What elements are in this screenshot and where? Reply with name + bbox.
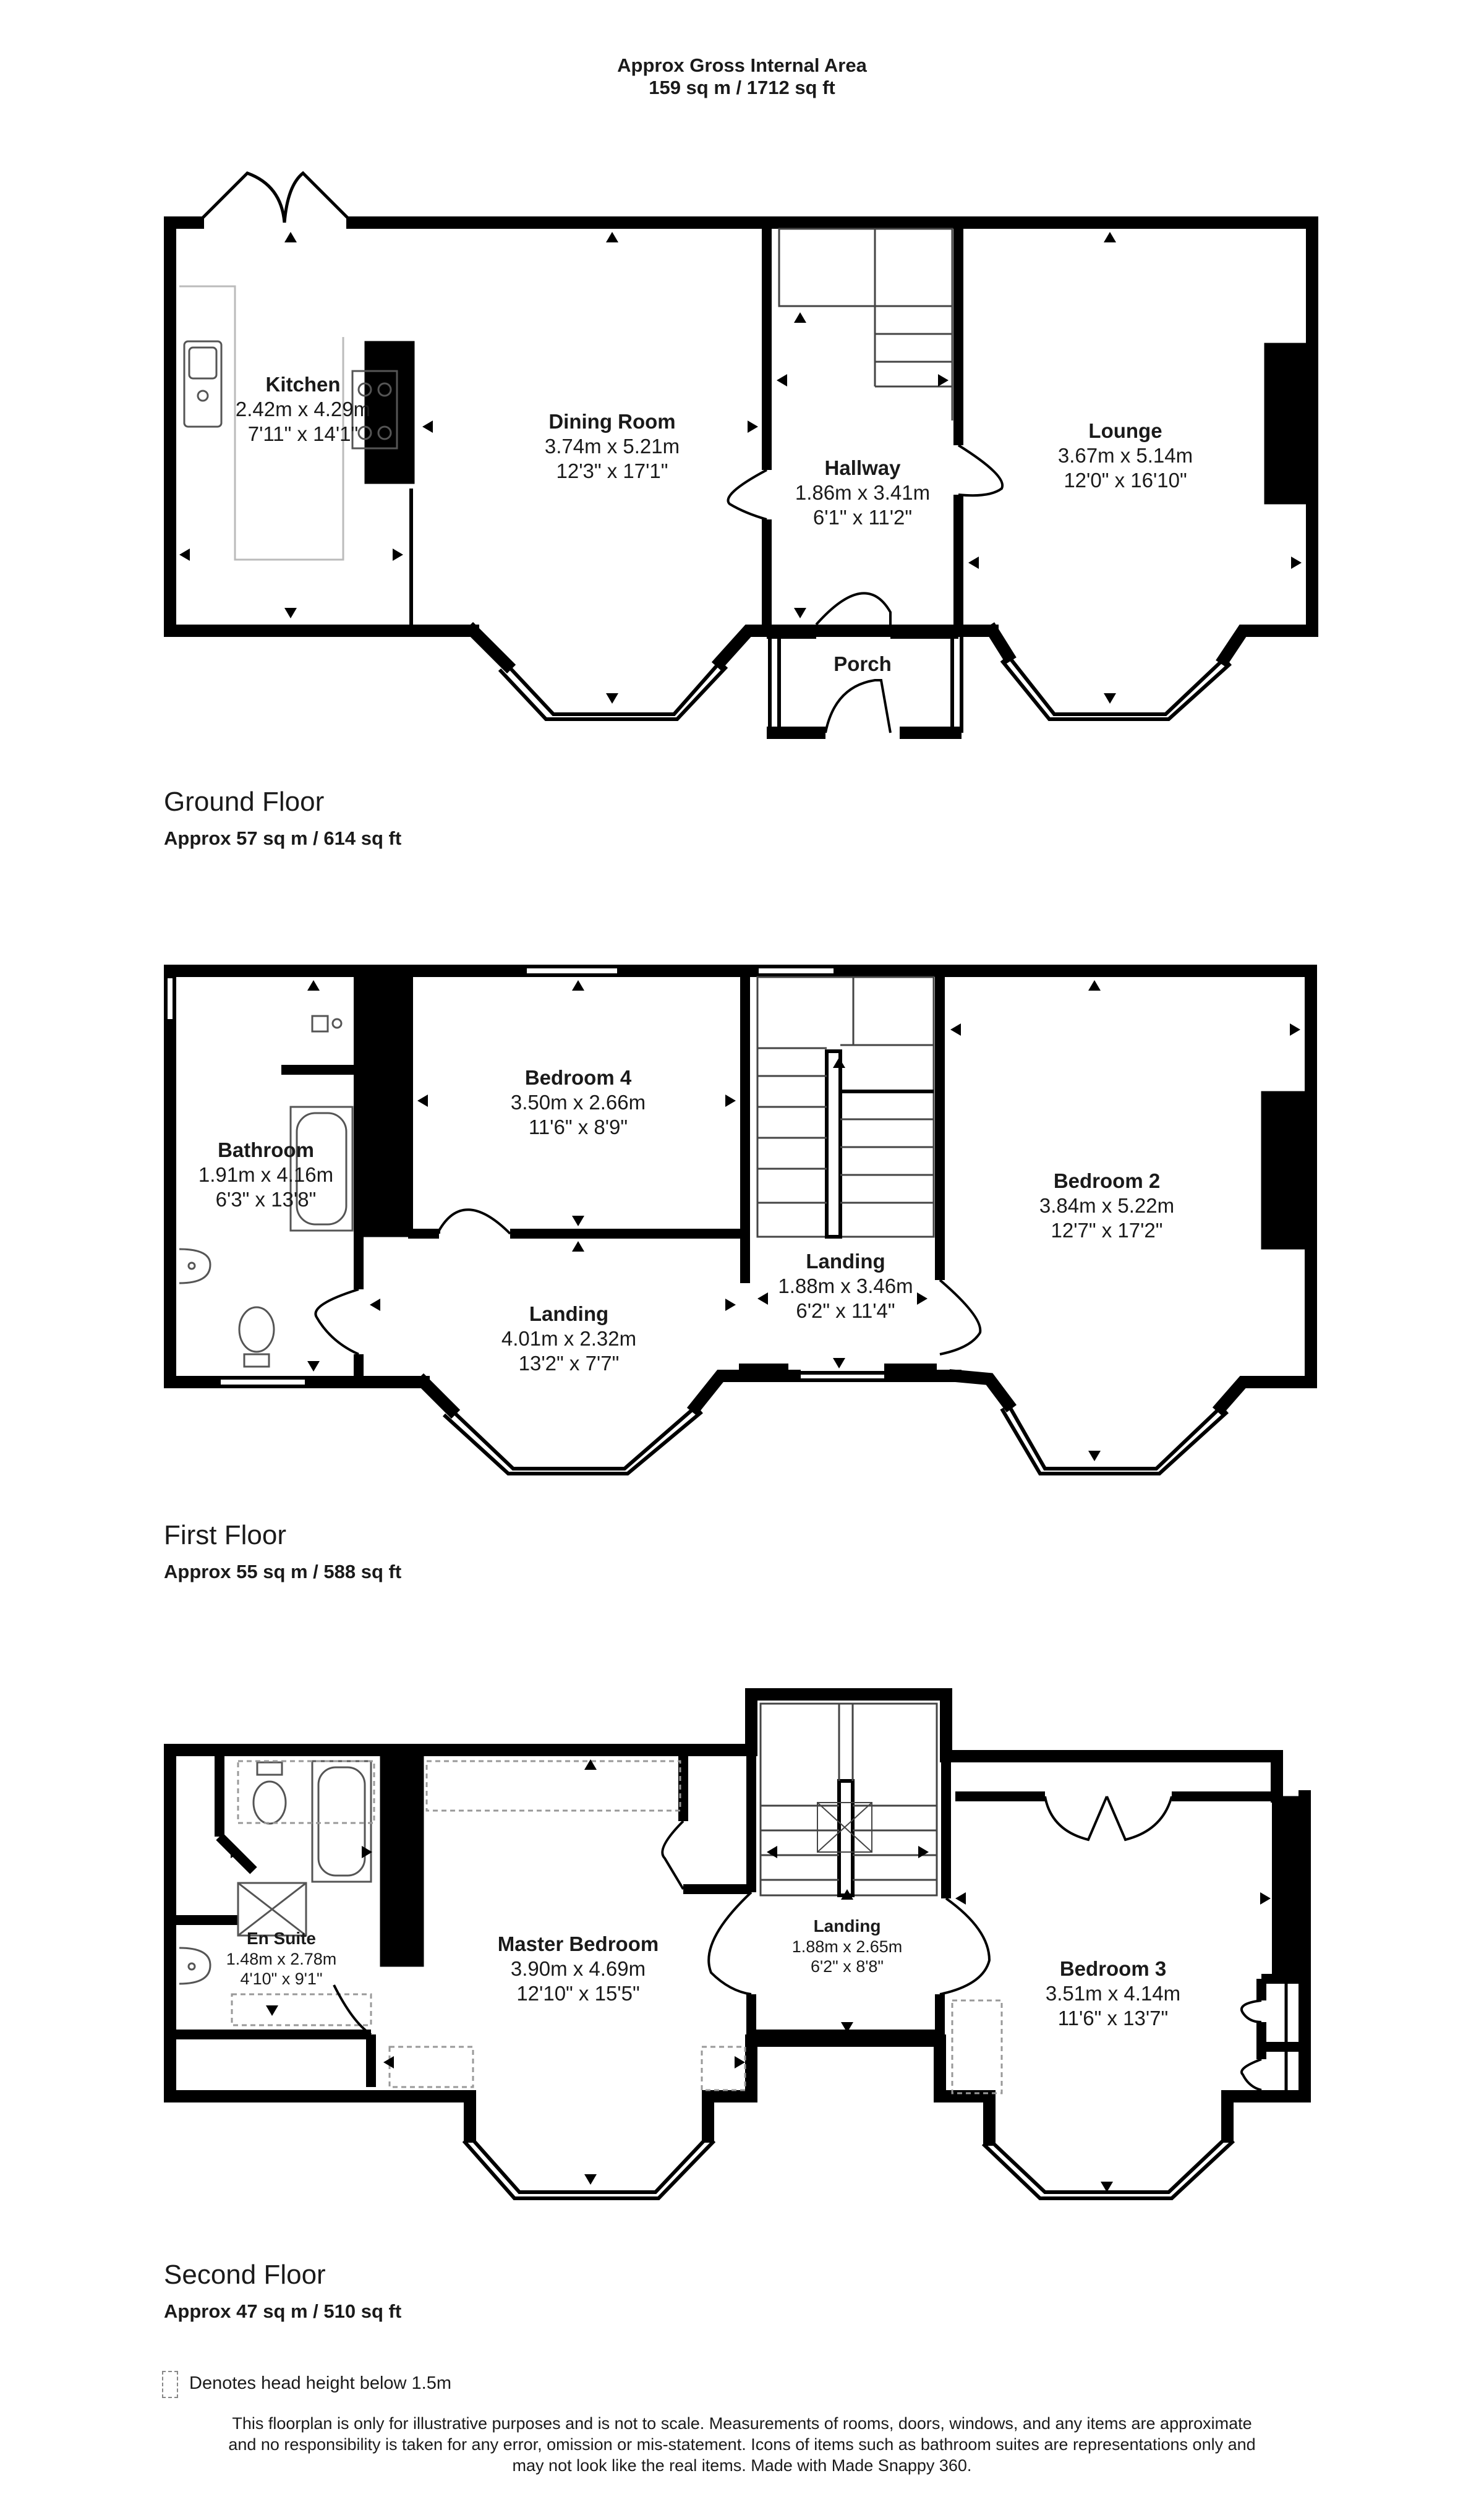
ensuite-basin-icon — [179, 1948, 210, 1984]
second-bay-windows — [464, 2136, 1234, 2198]
ensuite-toilet-icon — [254, 1762, 286, 1824]
room-label-hallway: Hallway 1.86m x 3.41m 6'1" x 11'2" — [795, 456, 931, 529]
low-head-height-legend-swatch — [162, 2371, 178, 2398]
hallway-stairs — [779, 229, 952, 420]
towel-rail-icon — [312, 1016, 341, 1031]
first-floor-title: First Floor — [164, 1520, 286, 1550]
first-chimney-block — [356, 977, 411, 1237]
first-floor-area: Approx 55 sq m / 588 sq ft — [164, 1561, 402, 1582]
gross-area-title: Approx Gross Internal Area — [617, 54, 867, 76]
room-label-bedroom-4: Bedroom 4 3.50m x 2.66m 11'6" x 8'9" — [510, 1066, 646, 1138]
room-label-lounge: Lounge 3.67m x 5.14m 12'0" x 16'10" — [1057, 419, 1193, 492]
disclaimer: This floorplan is only for illustrative purposes and is not to scale. Measurements of rooms, doors, windows, and any items are approximate and no responsibility is taken for any error, omission or mis-statement. Icons of items such as bathroom suites are representations only and may not look like the real items. Made with Made Snappy 360. — [228, 2414, 1256, 2475]
room-label-porch: Porch — [834, 652, 892, 675]
legend-text: Denotes head height below 1.5m — [189, 2373, 452, 2393]
room-label-bedroom-3: Bedroom 3 3.51m x 4.14m 11'6" x 13'7" — [1045, 1957, 1181, 2030]
master-chimney-block — [380, 1756, 424, 1966]
kitchen-french-doors — [198, 173, 352, 223]
second-floor-stairs — [761, 1704, 937, 1895]
room-label-master-bedroom: Master Bedroom 3.90m x 4.69m 12'10" x 15'5" — [497, 1932, 659, 2005]
room-label-kitchen: Kitchen 2.42m x 4.29m 7'11" x 14'1" — [235, 373, 371, 445]
second-floor-area: Approx 47 sq m / 510 sq ft — [164, 2300, 402, 2322]
second-floor-title: Second Floor — [164, 2260, 326, 2290]
ensuite-bath-icon — [312, 1761, 371, 1882]
ground-floor-area: Approx 57 sq m / 614 sq ft — [164, 827, 402, 849]
room-label-bathroom: Bathroom 1.91m x 4.16m 6'3" x 13'8" — [198, 1138, 334, 1211]
toilet-icon — [239, 1307, 274, 1367]
gross-area-value: 159 sq m / 1712 sq ft — [649, 77, 835, 98]
room-label-landing-first-stairs: Landing 1.88m x 3.46m 6'2" x 11'4" — [778, 1250, 913, 1322]
room-label-landing-second: Landing 1.88m x 2.65m 6'2" x 8'8" — [791, 1916, 903, 1976]
basin-icon — [179, 1249, 210, 1283]
room-label-dining-room: Dining Room 3.74m x 5.21m 12'3" x 17'1" — [544, 410, 680, 482]
room-label-landing-first-main: Landing 4.01m x 2.32m 13'2" x 7'7" — [501, 1302, 637, 1375]
room-label-bedroom-2: Bedroom 2 3.84m x 5.22m 12'7" x 17'2" — [1039, 1169, 1175, 1242]
kitchen-sink-icon — [184, 341, 221, 427]
first-floor-stairs — [757, 977, 934, 1237]
bedroom3-chimney-breast — [1276, 1796, 1305, 1982]
room-label-en-suite: En Suite 1.48m x 2.78m 4'10" x 9'1" — [226, 1929, 337, 1988]
ground-floor-title: Ground Floor — [164, 787, 325, 817]
bedroom2-chimney-breast — [1261, 1091, 1308, 1249]
ground-internal-walls — [767, 229, 958, 634]
second-internal-walls — [176, 1750, 1305, 2087]
first-bay-windows — [444, 1373, 1227, 1474]
lounge-chimney-breast — [1264, 343, 1308, 504]
